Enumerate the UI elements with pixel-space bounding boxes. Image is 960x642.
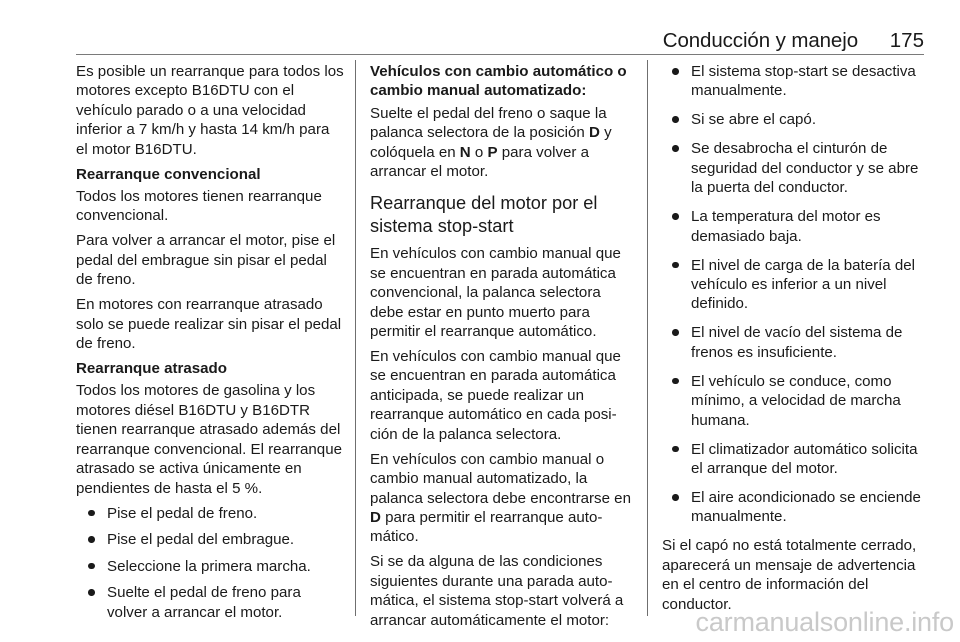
paragraph: En vehículos con cambio manual que se encuentran en parada automática convencional, la palanca selectora debe estar en punto muerto para permitir el rearranque automático. [370,245,621,341]
list-item: El sistema stop-start se desactiva manualmente. [662,62,928,101]
list-item: La temperatura del motor es demasiado baja. [662,207,928,246]
column-left [76,62,344,629]
section-heading: Rearranque del motor por el sistema stop-start [370,193,598,236]
intro-paragraph: Es posible un rearranque para todos los motores excepto B16DTU con el vehículo parado o a una velocidad inferior a 7 km/h y hasta 14 km/h para el motor B16DTU. [76,63,344,158]
paragraph: Todos los motores tienen rearranque convencional. [76,188,322,225]
list-item: El nivel de carga de la batería del vehículo es inferior a un nivel definido. [662,256,928,314]
column-right [662,62,928,620]
watermark: carmanualsonline.info [695,607,954,637]
column-divider [647,60,648,616]
list-item: Pise el pedal de freno. [76,504,344,523]
list-item: El aire acondicionado se enciende manualmente. [662,488,928,527]
paragraph: En vehículos con cambio manual o cambio manual automatizado, la palanca selectora debe encontrarse en D para permitir el rearranque automático. [370,450,631,546]
steps-list [76,504,344,623]
page-number: 175 [889,29,924,52]
list-item: El vehículo se conduce, como mínimo, a velocidad de marcha humana. [662,372,928,430]
list-item: Si se abre el capó. [662,110,928,129]
closing-paragraph: Si el capó no está totalmente cerrado, aparecerá un mensaje de advertencia en el centro de información del conductor. [662,537,917,613]
list-item: El climatizador automático solicita el arranque del motor. [662,440,928,479]
paragraph: Para volver a arrancar el motor, pise el pedal del embrague sin pisar el pedal de freno. [76,232,336,289]
page-header [76,26,924,55]
list-item: Suelte el pedal de freno para volver a arrancar el motor. [76,583,344,622]
paragraph: En motores con rearranque atrasado solo se puede realizar sin pisar el pedal de freno. [76,296,342,353]
column-middle [370,62,634,636]
delayed-restart-heading: Rearranque atrasado [76,360,227,378]
conditions-list [662,62,928,527]
paragraph: Todos los motores de gasolina y los motores diésel B16DTU y B16DTR tienen rearranque atrasado además del rearranque convencional. El rearranque atrasado se activa únicamente en pendientes de hasta el 5 %. [76,382,342,497]
list-item: Se desabrocha el cinturón de seguridad del conductor y se abre la puerta del conductor. [662,139,928,197]
column-divider [355,60,356,616]
paragraph: En vehículos con cambio manual que se encuentran en parada automática anticipada, se puede realizar un rearranque automático en cada posición de la palanca selectora. [370,348,621,443]
paragraph: Si se da alguna de las condiciones siguientes durante una parada automática, el sistema stop-start volverá a arrancar automáticamente el motor: [370,553,624,629]
page-title: Conducción y manejo [662,29,858,52]
list-item: El nivel de vacío del sistema de frenos es insuficiente. [662,323,928,362]
paragraph: Suelte el pedal del freno o saque la palanca selectora de la posición D y colóquela en N o P para volver a arrancar el motor. [370,104,612,181]
conventional-restart-heading: Rearranque convencional [76,165,261,183]
list-item: Seleccione la primera marcha. [76,557,344,576]
automatic-transmission-heading: Vehículos con cambio automático o cambio manual automatizado: [370,63,627,100]
list-item: Pise el pedal del embrague. [76,530,344,549]
